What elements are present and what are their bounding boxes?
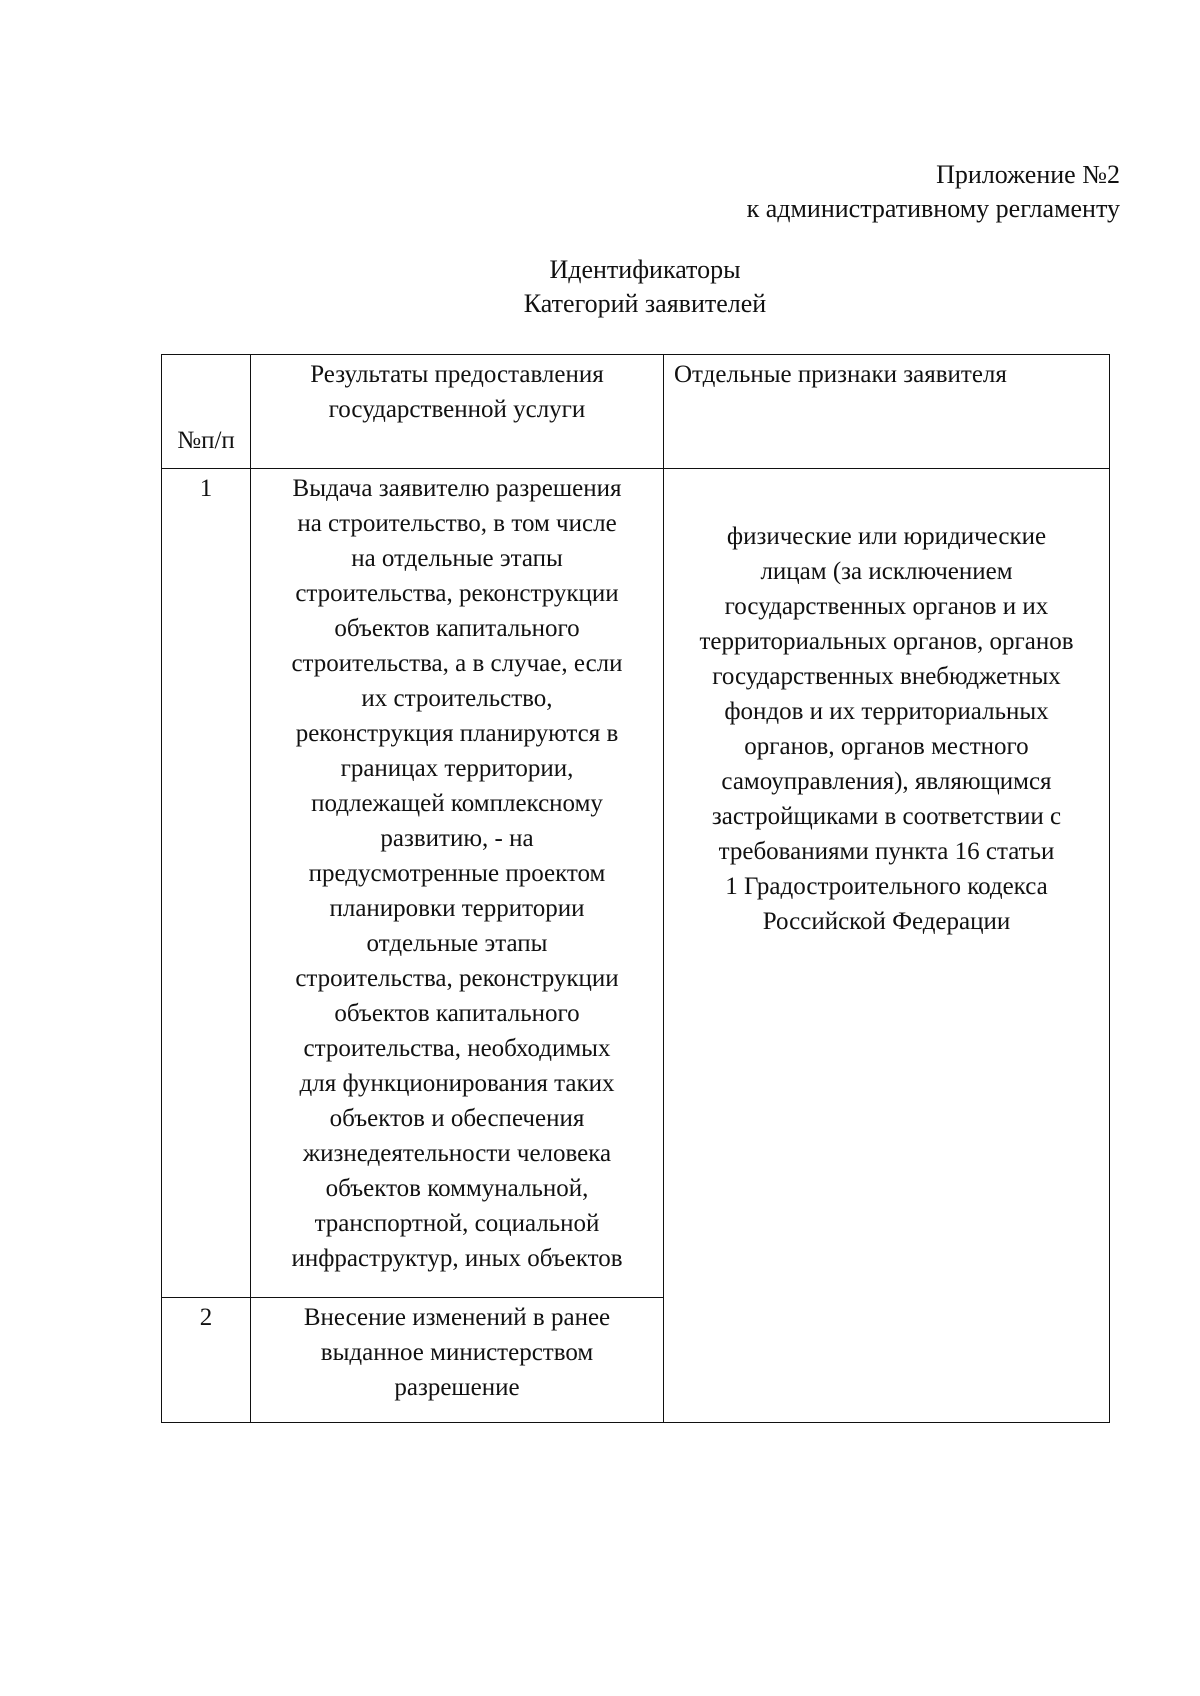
applicant-sign-cell xyxy=(664,469,1110,1423)
table-row xyxy=(162,469,1110,1298)
appendix-number: Приложение №2 xyxy=(936,160,1120,189)
row-result-cell xyxy=(251,469,664,1298)
table-header-row xyxy=(162,355,1110,469)
header-number xyxy=(162,355,251,469)
row-result-cell xyxy=(251,1298,664,1423)
row-number-cell xyxy=(162,469,251,1298)
applicant-sign-text: физические или юридические лицам (за исключением государственных органов и их территориальных органов, органов государственных внебюджетных фондов и их территориальных органов, органов местного самоуправления), являющимся застройщиками в соответствии с требованиями пункта 16 статьи 1 Градостроительного кодекса Российской Федерации xyxy=(699,523,1074,935)
header-sign-text: Отдельные признаки заявителя xyxy=(674,361,1007,388)
appendix-caption xyxy=(747,158,1120,226)
row-number-cell xyxy=(162,1298,251,1423)
header-number-text: №п/п xyxy=(177,427,235,454)
document-title xyxy=(0,253,1200,321)
appendix-reference: к административному регламенту xyxy=(746,194,1120,223)
title-line-2: Категорий заявителей xyxy=(523,289,767,318)
row-result-text: Внесение изменений в ранее выданное министерством разрешение xyxy=(303,1304,611,1401)
row-number: 2 xyxy=(199,1304,213,1331)
title-line-1: Идентификаторы xyxy=(549,255,741,284)
header-result-text: Результаты предоставления государственной услуги xyxy=(310,361,604,423)
row-result-text: Выдача заявителю разрешения на строительство, в том числе на отдельные этапы строительства, реконструкции объектов капитального строительства, а в случае, если их строительство, реконструкция планируются в границах территории, подлежащей комплексному развитию, - на предусмотренные проектом планировки территории отдельные этапы строительства, реконструкции объектов капитального строительства, необходимых для функционирования таких объектов и обеспечения жизнедеятельности человека объектов коммунальной, транспортной, социальной инфраструктур, иных объектов xyxy=(291,475,623,1272)
row-number: 1 xyxy=(199,475,213,502)
header-result xyxy=(251,355,664,469)
applicant-categories-table xyxy=(161,354,1110,1423)
header-sign xyxy=(664,355,1110,469)
